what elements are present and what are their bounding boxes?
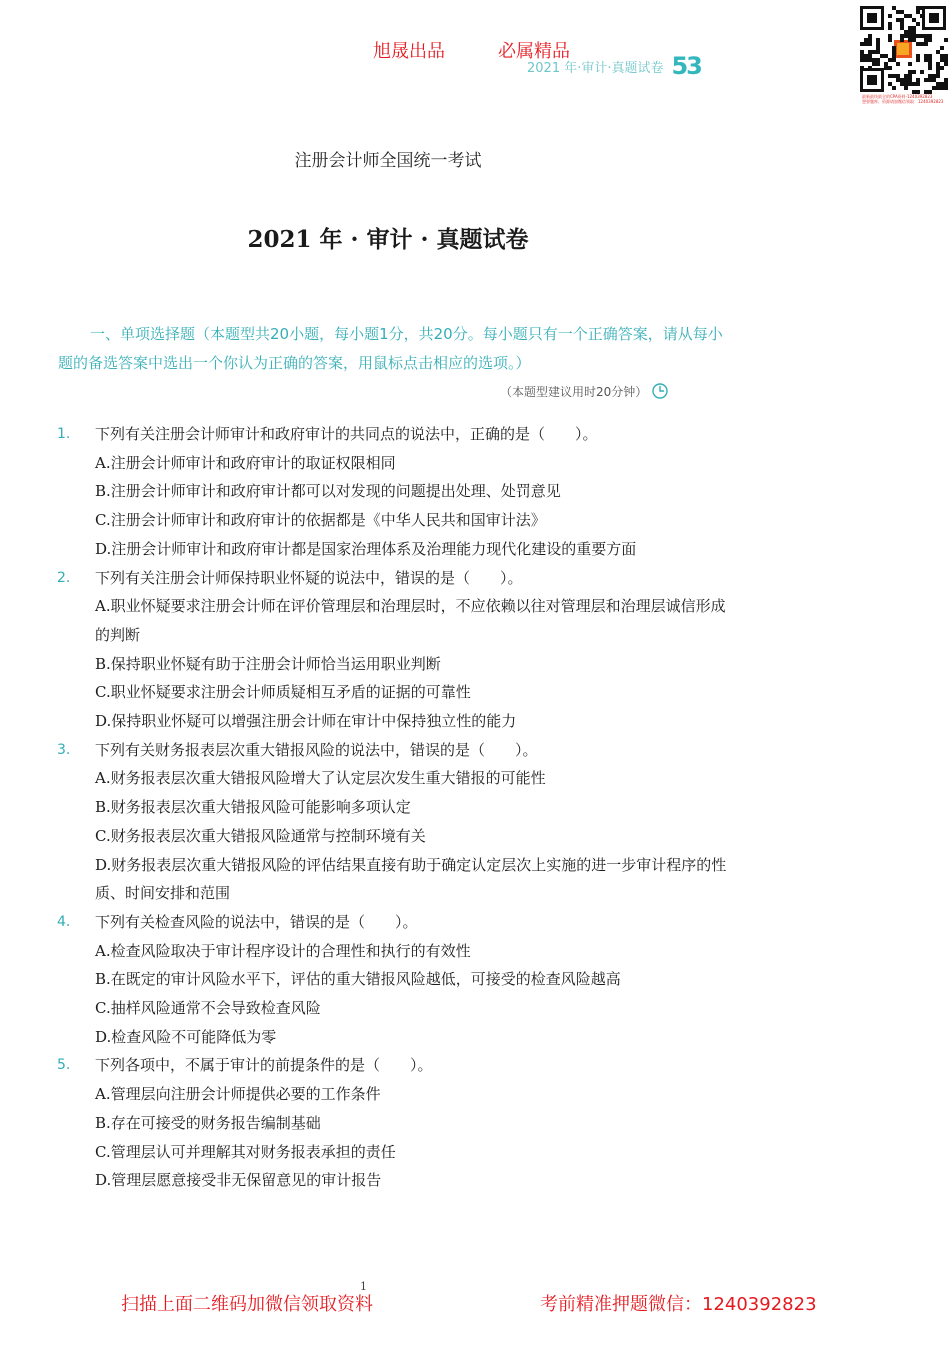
page-number: 1 [360,1280,367,1293]
answer-option[interactable]: C.职业怀疑要求注册会计师质疑相互矛盾的证据的可靠性 [95,683,471,702]
answer-option[interactable]: C.注册会计师审计和政府审计的依据都是《中华人民共和国审计法》 [95,511,546,530]
section-heading: 一、单项选择题（本题型共20小题，每小题1分，共20分。每小题只有一个正确答案，请从每小题的备选答案中选出一个你认为正确的答案，用鼠标点击相应的选项。） [58,325,723,372]
answer-option[interactable]: B.注册会计师审计和政府审计都可以对发现的问题提出处理、处罚意见 [95,482,561,501]
question-number: 3. [57,741,71,758]
qr-caption [862,94,948,104]
header-strip-text: 2021 年·审计·真题试卷 [527,60,664,76]
question-item [57,420,727,564]
answer-option[interactable]: B.财务报表层次重大错报风险可能影响多项认定 [95,798,411,817]
question-number: 5. [57,1057,71,1074]
question-stem: 下列有关注册会计师审计和政府审计的共同点的说法中，正确的是（ ）。 [95,425,598,443]
answer-option[interactable]: B.保持职业怀疑有助于注册会计师恰当运用职业判断 [95,654,441,673]
answer-option[interactable]: A.财务报表层次重大错报风险增大了认定层次发生重大错报的可能性 [95,769,546,788]
answer-option[interactable]: B.存在可接受的财务报告编制基础 [95,1113,321,1132]
qr-caption-line: 最新最快最全的CPA资料·1240392823 [862,94,933,99]
qr-code-icon [858,4,948,94]
question-stem: 下列有关财务报表层次重大错报风险的说法中，错误的是（ ）。 [95,740,538,759]
question-item [57,564,727,736]
watermark-bottom-left: 扫描上面二维码加微信领取资料 [121,1294,373,1315]
answer-option[interactable]: D.财务报表层次重大错报风险的评估结果直接有助于确定认定层次上实施的进一步审计程序的性质、时间安排和范围 [95,855,727,903]
question-item [57,736,727,908]
answer-option[interactable]: A.注册会计师审计和政府审计的取证权限相同 [95,453,396,472]
question-item [57,908,727,1052]
question-stem: 下列有关检查风险的说法中，错误的是（ ）。 [95,912,418,931]
answer-option[interactable]: A.检查风险取决于审计程序设计的合理性和执行的有效性 [95,941,471,960]
question-stem: 下列各项中，不属于审计的前提条件的是（ ）。 [95,1056,433,1075]
logo-53: 53 [671,52,701,80]
clock-icon [651,382,669,400]
paper-title: 2021 年 · 审计 · 真题试卷 [247,226,529,253]
answer-option[interactable]: D.保持职业怀疑可以增强注册会计师在审计中保持独立性的能力 [95,712,517,731]
question-number: 4. [57,913,71,930]
answer-option[interactable]: A.职业怀疑要求注册会计师在评价管理层和治理层时，不应依赖以往对管理层和治理层诚信形成的判断 [95,597,726,644]
header-strip [527,52,701,80]
answer-option[interactable]: D.检查风险不可能降低为零 [95,1027,277,1046]
exam-name: 注册会计师全国统一考试 [294,151,482,171]
question-list [57,420,727,1195]
question-number: 1. [57,426,71,442]
answer-option[interactable]: A.管理层向注册会计师提供必要的工作条件 [95,1085,381,1104]
question-line [57,564,727,593]
qr-caption-line: 想要题库、资源请加微信领取：1240392823 [862,99,944,104]
answer-option[interactable]: D.注册会计师审计和政府审计都是国家治理体系及治理能力现代化建设的重要方面 [95,539,637,558]
time-hint-text: （本题型建议用时20分钟） [500,384,648,399]
answer-option[interactable]: C.抽样风险通常不会导致检查风险 [95,999,321,1018]
watermark-top-left: 旭晟出品 [373,41,445,62]
time-hint [500,382,669,400]
watermark-top-right: 必属精品 [498,41,570,62]
question-line [57,420,727,449]
question-line [57,1051,727,1080]
answer-option[interactable]: D.管理层愿意接受非无保留意见的审计报告 [95,1171,382,1190]
answer-option[interactable]: C.管理层认可并理解其对财务报表承担的责任 [95,1142,396,1161]
question-item [57,1051,727,1195]
answer-option[interactable]: B.在既定的审计风险水平下，评估的重大错报风险越低，可接受的检查风险越高 [95,970,621,989]
question-line [57,908,727,937]
question-stem: 下列有关注册会计师保持职业怀疑的说法中，错误的是（ ）。 [95,568,523,587]
answer-option[interactable]: C.财务报表层次重大错报风险通常与控制环境有关 [95,826,426,845]
watermark-bottom-right: 考前精准押题微信：1240392823 [540,1294,817,1315]
question-number: 2. [57,569,71,586]
question-line [57,736,727,765]
